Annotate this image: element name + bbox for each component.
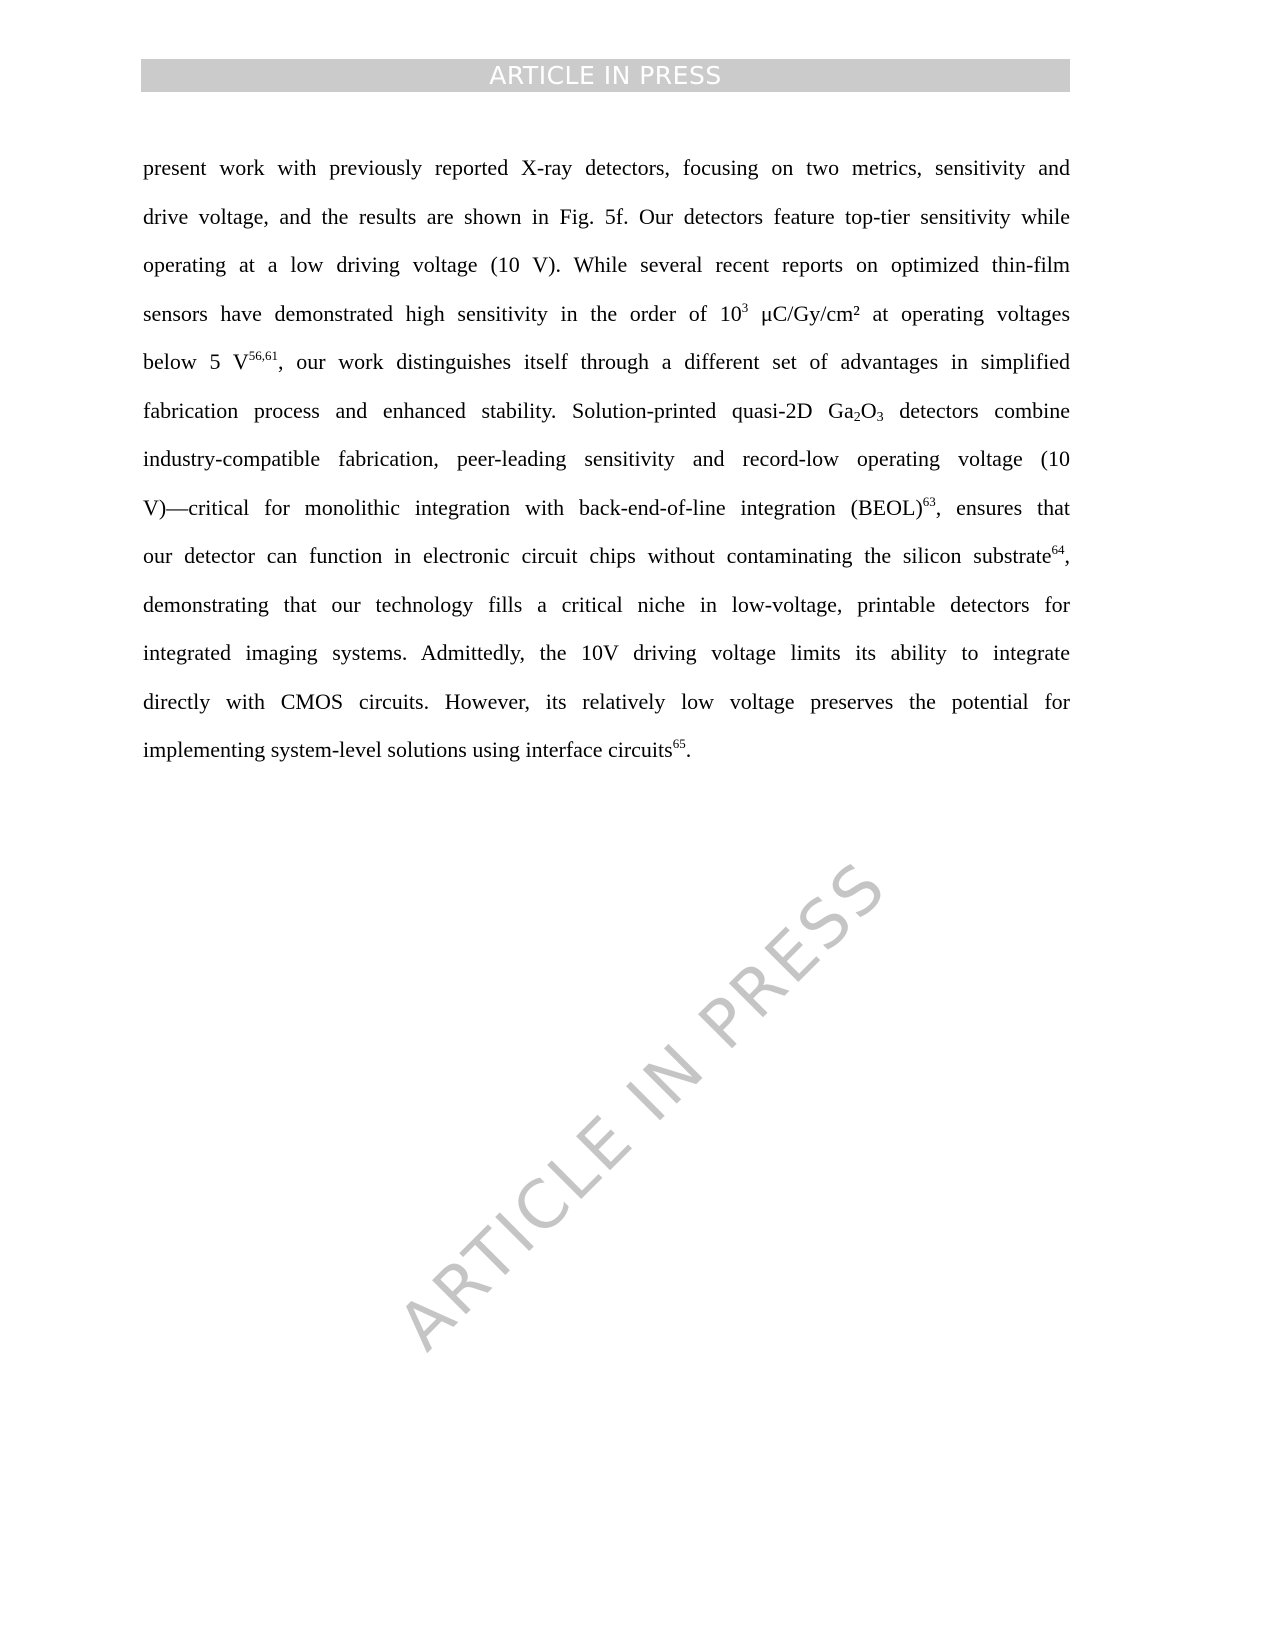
citation-superscript: 56,61 [248,348,278,363]
text-line [143,296,1070,345]
text-segment: V)—critical for monolithic integration with back-end-of-line integration (BEOL) [143,494,923,520]
text-segment: sensors have demonstrated high sensitivity in the order of 10 [143,300,742,326]
article-in-press-banner: ARTICLE IN PRESS [141,59,1070,92]
text-segment: detectors combine [883,397,1070,423]
superscript: 3 [741,299,749,315]
subscript: 2 [853,409,861,425]
text-segment: implementing system-level solutions using interface circuits [143,737,673,762]
citation-superscript: 63 [922,493,936,509]
text-line [143,490,1070,539]
body-paragraph [143,150,1070,781]
text-line: drive voltage, and the results are shown in Fig. 5f. Our detectors feature top-tier sensitivity while [143,203,1070,229]
text-line [143,732,1070,781]
citation-superscript: 64 [1051,542,1065,557]
text-line: directly with CMOS circuits. However, its relatively low voltage preserves the potential for [143,688,1070,714]
text-segment: fabrication process and enhanced stability. Solution-printed quasi-2D Ga [143,397,854,423]
text-line: demonstrating that our technology fills a critical niche in low-voltage, printable detectors for [143,591,1070,617]
citation-superscript: 65 [672,736,686,751]
article-in-press-watermark: ARTICLE IN PRESS [383,846,903,1365]
subscript: 3 [876,409,884,425]
text-segment: , [1064,543,1070,568]
text-segment: . [685,737,692,762]
text-line [143,344,1070,393]
text-segment: O [860,397,877,423]
text-line [143,393,1070,442]
text-segment: our detector can function in electronic circuit chips without contaminating the silicon substrate [143,543,1052,568]
text-line: industry-compatible fabrication, peer-leading sensitivity and record-low operating voltage (10 [143,446,1070,471]
text-segment: below 5 V [143,349,249,374]
text-segment: , ensures that [935,494,1070,520]
text-segment: , our work distinguishes itself through a different set of advantages in simplified [277,349,1070,374]
text-line: integrated imaging systems. Admittedly, the 10V driving voltage limits its ability to integrate [143,640,1070,665]
text-line: operating at a low driving voltage (10 V). While several recent reports on optimized thin-film [143,252,1070,277]
text-line: present work with previously reported X-ray detectors, focusing on two metrics, sensitivity and [143,155,1070,180]
text-line [143,538,1070,587]
text-segment: μC/Gy/cm² at operating voltages [748,300,1071,326]
